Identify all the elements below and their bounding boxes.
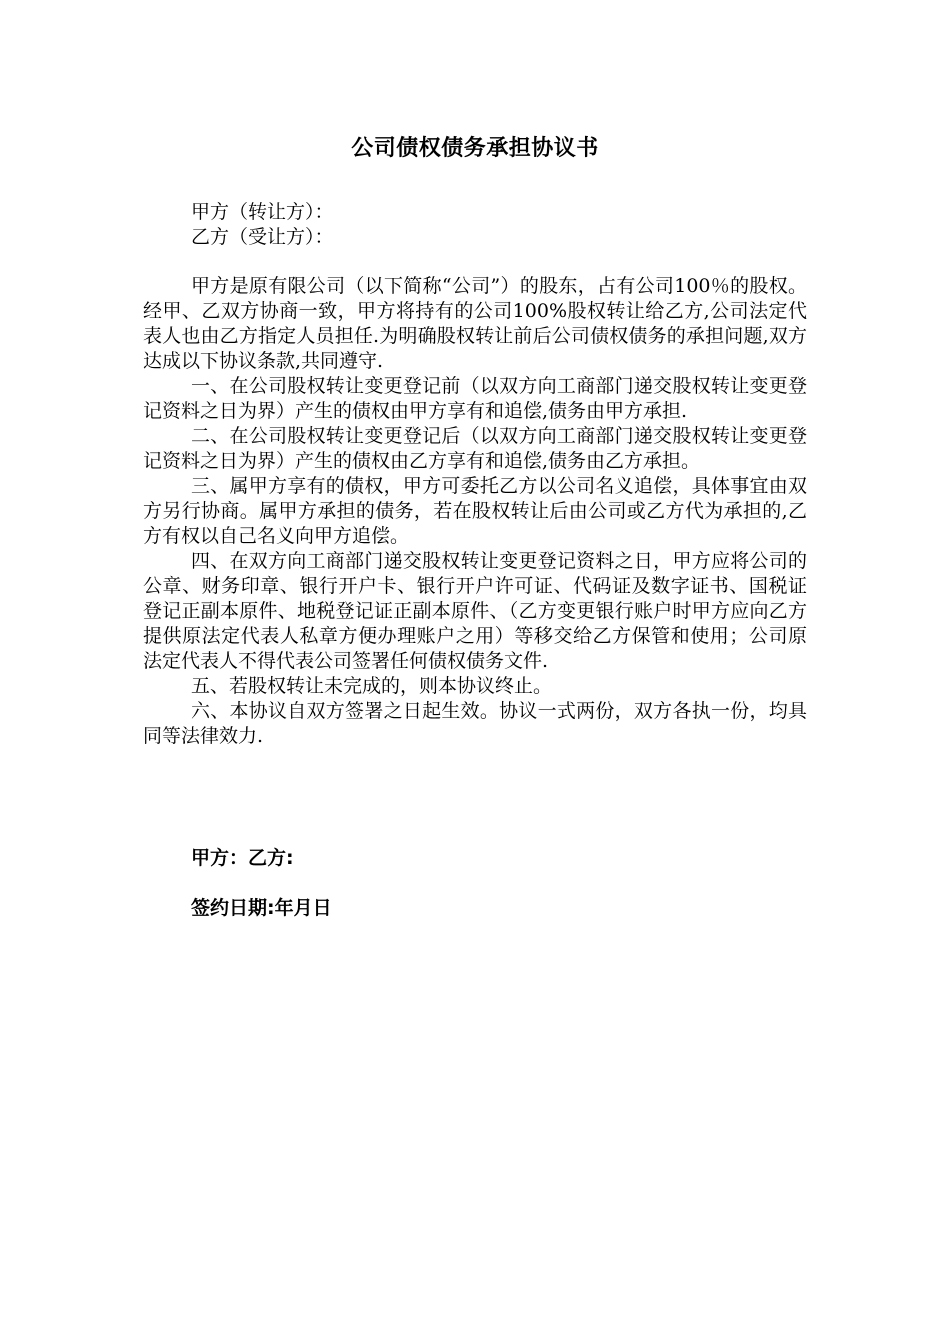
- clause-3-paragraph: 三、属甲方享有的债权，甲方可委托乙方以公司名义追偿，具体事宜由双方另行协商。属甲方承担的债务，若在股权转让后由公司或乙方代为承担的,乙方有权以自己名义向甲方追偿。: [143, 475, 807, 547]
- parties-block: [191, 200, 334, 250]
- clause-2-paragraph: 二、在公司股权转让变更登记后（以双方向工商部门递交股权转让变更登记资料之日为界）产生的债权由乙方享有和追偿,债务由乙方承担。: [143, 425, 807, 472]
- agreement-body: [143, 274, 807, 749]
- signing-date-line: 签约日期:年月日: [191, 897, 332, 919]
- clause-5-paragraph: 五、若股权转让未完成的，则本协议终止。: [191, 675, 553, 697]
- document-title: 公司债权债务承担协议书: [351, 136, 599, 161]
- intro-paragraph: 甲方是原有限公司（以下简称“公司”）的股东，占有公司100％的股权。经甲、乙双方协商一致，甲方将持有的公司100%股权转让给乙方,公司法定代表人也由乙方指定人员担任.为明确股权转让前后公司债权债务的承担问题,双方达成以下协议条款,共同遵守.: [143, 275, 807, 372]
- clause-1-paragraph: 一、在公司股权转让变更登记前（以双方向工商部门递交股权转让变更登记资料之日为界）产生的债权由甲方享有和追偿,债务由甲方承担.: [143, 375, 807, 422]
- party-b-label: 乙方（受让方）：: [191, 226, 334, 248]
- party-a-label: 甲方（转让方）：: [191, 201, 334, 223]
- clause-6-paragraph: 六、本协议自双方签署之日起生效。协议一式两份，双方各执一份，均具同等法律效力.: [143, 700, 807, 747]
- clause-4-paragraph: 四、在双方向工商部门递交股权转让变更登记资料之日，甲方应将公司的公章、财务印章、银行开户卡、银行开户许可证、代码证及数字证书、国税证登记正副本原件、地税登记证正副本原件、（乙方变更银行账户时甲方应向乙方提供原法定代表人私章方便办理账户之用）等移交给乙方保管和使用；公司原法定代表人不得代表公司签署任何债权债务文件.: [143, 550, 807, 672]
- signature-parties-line: 甲方：乙方:: [191, 847, 294, 869]
